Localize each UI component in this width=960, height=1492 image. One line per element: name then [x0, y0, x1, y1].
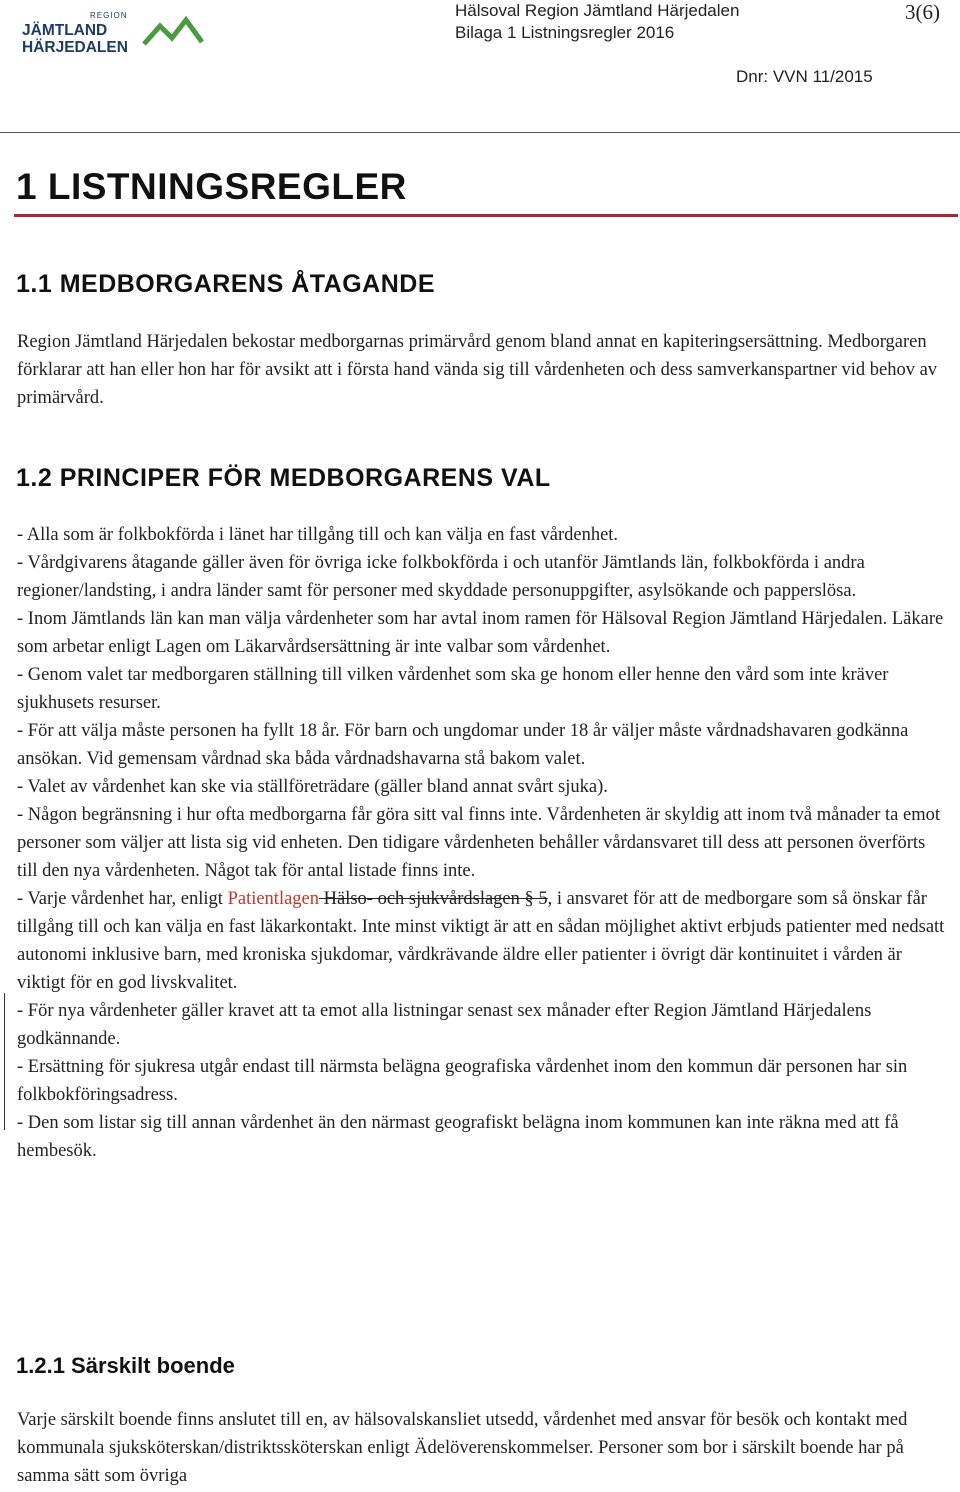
section-1-1-paragraph: Region Jämtland Härjedalen bekostar medborgarnas primärvård genom bland annat en kapiteringsersättning. Medborgaren förklarar att han eller hon har för avsikt att i första hand vända sig till vårdenheten och dess samverkanspartner vid behov av primärvård.	[17, 332, 938, 408]
header-divider	[0, 132, 960, 133]
region-logo	[22, 8, 182, 56]
list-item: - Vårdgivarens åtagande gäller även för övriga icke folkbokförda i och utanför Jämtlands län, folkbokförda i andra regioner/landsting, i andra länder samt för personer med skyddade personuppgifter, asylsökande och papperslösa.	[17, 553, 865, 601]
list-item: - Den som listar sig till annan vårdenhet än den närmast geografiskt belägna inom kommunen kan inte räkna med att få hembesök.	[17, 1113, 899, 1161]
logo-line2: HÄRJEDALEN	[22, 39, 128, 56]
tracked-before: - Varje vårdenhet har, enligt	[17, 889, 228, 909]
tracked-after: , i ansvaret för att de medborgare som så önskar får tillgång till och kan välja en fast läkarkontakt. Inte minst viktigt är att en sådan möjlighet aktivt erbjuds patienter med nedsatt autonomi inklusive barn, med kroniska sjukdomar, vårdkrävande äldre eller patienter i övrigt där kontinuitet i vården är viktigt för en god livskvalitet.	[17, 889, 945, 993]
section-1-2-list	[17, 521, 947, 1165]
list-item: - Ersättning för sjukresa utgår endast till närmsta belägna geografiska vårdenhet inom den kommun där personen har sin folkbokföringsadress.	[17, 1057, 908, 1105]
list-item: - Genom valet tar medborgaren ställning till vilken vårdenhet som ska ge honom eller henne den vård som inte kräver sjukhusets resurser.	[17, 665, 889, 713]
change-bar	[4, 993, 5, 1130]
section-1-heading: 1 LISTNINGSREGLER	[16, 166, 407, 207]
list-item: - Någon begränsning i hur ofta medborgarna får göra sitt val finns inte. Vårdenheten är skyldig att inom två månader ta emot personer som väljer att lista sig vid enheten. Den tidigare vårdenheten behåller vårdansvaret till dess att personen överförts till den nya vårdenheten. Något tak för antal listade finns inte.	[17, 805, 941, 881]
header-title: Hälsoval Region Jämtland Härjedalen	[455, 1, 740, 20]
list-item: - Valet av vårdenhet kan ske via ställföreträdare (gäller bland annat svårt sjuka).	[17, 777, 608, 797]
page-number: 3(6)	[905, 0, 940, 24]
mountain-icon	[142, 16, 204, 50]
heading-underline	[14, 214, 958, 217]
logo-line1: JÄMTLAND	[22, 22, 108, 39]
inserted-text: Patientlagen	[227, 889, 320, 909]
section-1-2-1-heading: 1.2.1 Särskilt boende	[16, 1353, 235, 1378]
document-number: Dnr: VVN 11/2015	[736, 67, 873, 86]
header-subtitle: Bilaga 1 Listningsregler 2016	[455, 23, 675, 42]
logo-region-text: REGION	[90, 11, 128, 20]
section-1-2-1-text	[17, 1406, 947, 1490]
section-1-2-1-paragraph: Varje särskilt boende finns anslutet till en, av hälsovalskansliet utsedd, vårdenhet med ansvar för besök och kontakt med kommunala sjuksköterskan/distriktssköterskan enligt Ädelöverenskommelser. Personer som bor i särskilt boende har på samma sätt som övriga	[17, 1410, 908, 1486]
deleted-text: Hälso- och sjukvårdslagen § 5	[319, 889, 548, 909]
section-1-1-text	[17, 328, 947, 412]
list-item: - Inom Jämtlands län kan man välja vårdenheter som har avtal inom ramen för Hälsoval Region Jämtland Härjedalen. Läkare som arbetar enligt Lagen om Läkarvårdsersättning är inte valbar som vårdenhet.	[17, 609, 944, 657]
section-1-1-heading: 1.1 MEDBORGARENS ÅTAGANDE	[16, 270, 436, 298]
section-1-2-heading: 1.2 PRINCIPER FÖR MEDBORGARENS VAL	[16, 464, 551, 492]
list-item-tracked-change	[17, 885, 947, 997]
list-item: - För nya vårdenheter gäller kravet att ta emot alla listningar senast sex månader efter Region Jämtland Härjedalens godkännande.	[17, 1001, 872, 1049]
list-item: - För att välja måste personen ha fyllt 18 år. För barn och ungdomar under 18 år väljer måste vårdnadshavaren godkänna ansökan. Vid gemensam vårdnad ska båda vårdnadshavarna stå bakom valet.	[17, 721, 909, 769]
list-item: - Alla som är folkbokförda i länet har tillgång till och kan välja en fast vårdenhet.	[17, 525, 619, 545]
